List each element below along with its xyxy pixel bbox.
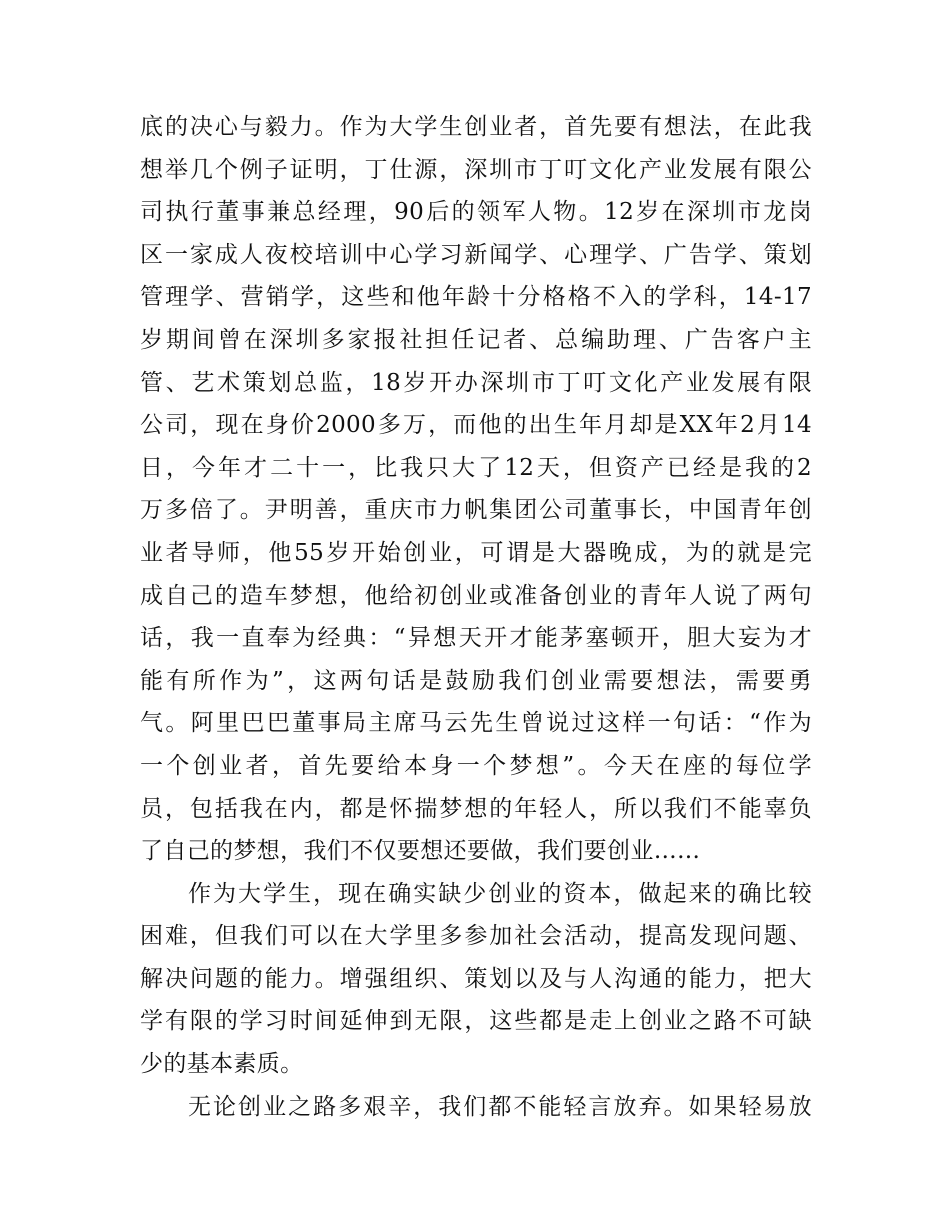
text-line: 了自己的梦想，我们不仅要想还要做，我们要创业…… bbox=[140, 838, 701, 865]
body-text bbox=[140, 106, 812, 1128]
text-line: 岁期间曾在深圳多家报社担任记者、总编助理、广告客户主 bbox=[140, 326, 812, 353]
text-line: 管理学、营销学，这些和他年龄十分格格不入的学科，14-17 bbox=[140, 284, 812, 311]
text-line: 区一家成人夜校培训中心学习新闻学、心理学、广告学、策划 bbox=[140, 241, 812, 268]
text-line: 无论创业之路多艰辛，我们都不能轻言放弃。如果轻易放 bbox=[188, 1093, 812, 1120]
text-line: 解决问题的能力。增强组织、策划以及与人沟通的能力，把大 bbox=[140, 965, 812, 992]
text-line: 业者导师，他55岁开始创业，可谓是大器晚成，为的就是完 bbox=[140, 539, 812, 566]
text-line: 气。阿里巴巴董事局主席马云先生曾说过这样一句话：“作为 bbox=[140, 710, 812, 737]
text-line: 成自己的造车梦想，他给初创业或准备创业的青年人说了两句 bbox=[140, 582, 812, 609]
text-line: 司执行董事兼总经理，90后的领军人物。12岁在深圳市龙岗 bbox=[140, 199, 812, 226]
text-line: 管、艺术策划总监，18岁开办深圳市丁叮文化产业发展有限 bbox=[140, 369, 812, 396]
text-line: 公司，现在身价2000多万，而他的出生年月却是XX年2月14 bbox=[140, 412, 812, 439]
text-line: 困难，但我们可以在大学里多参加社会活动，提高发现问题、 bbox=[140, 923, 812, 950]
text-line: 少的基本素质。 bbox=[140, 1051, 304, 1078]
text-line: 学有限的学习时间延伸到无限，这些都是走上创业之路不可缺 bbox=[140, 1008, 812, 1035]
text-line: 想举几个例子证明，丁仕源，深圳市丁叮文化产业发展有限公 bbox=[140, 156, 812, 183]
text-line: 一个创业者，首先要给本身一个梦想”。今天在座的每位学 bbox=[140, 752, 812, 779]
text-line: 员，包括我在内，都是怀揣梦想的年轻人，所以我们不能辜负 bbox=[140, 795, 812, 822]
text-line: 作为大学生，现在确实缺少创业的资本，做起来的确比较 bbox=[188, 880, 812, 907]
text-line: 日，今年才二十一，比我只大了12天，但资产已经是我的2 bbox=[140, 454, 812, 481]
text-line: 能有所作为”，这两句话是鼓励我们创业需要想法，需要勇 bbox=[140, 667, 812, 694]
text-line: 底的决心与毅力。作为大学生创业者，首先要有想法，在此我 bbox=[140, 114, 812, 140]
text-line: 万多倍了。尹明善，重庆市力帆集团公司董事长，中国青年创 bbox=[140, 497, 812, 524]
text-line: 话，我一直奉为经典：“异想天开才能茅塞顿开，胆大妄为才 bbox=[140, 625, 812, 652]
